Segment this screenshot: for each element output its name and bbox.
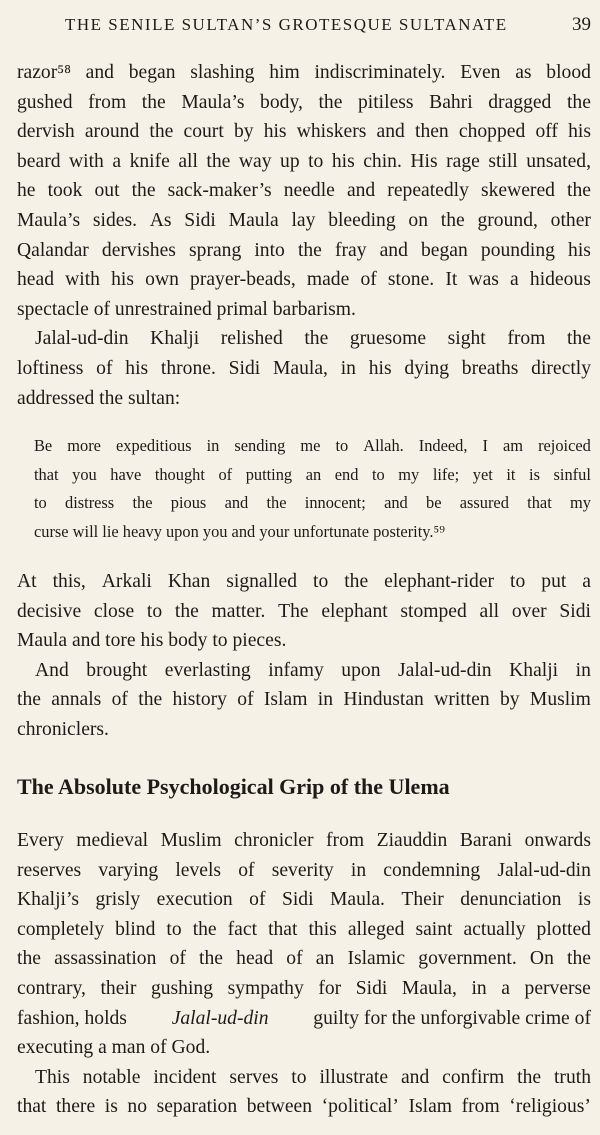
text-line: dervish around the court by his whiskers and then chopped off his — [17, 121, 591, 143]
quote-line: to distress the pious and the innocent; and be assured that my — [34, 493, 591, 512]
block-quote — [34, 432, 591, 546]
text-line: he took out the sack-maker’s needle and repeatedly skewered the — [17, 180, 591, 202]
text-line: reserves varying levels of severity in condemning Jalal-ud-din — [17, 859, 591, 881]
text-line: At this, Arkali Khan signalled to the elephant-rider to put a — [17, 571, 591, 592]
section-heading: The Absolute Psychological Grip of the Ulema — [17, 774, 450, 799]
paragraph-4 — [17, 656, 591, 745]
text-line: contrary, their gushing sympathy for Sidi Maula, in a perverse — [17, 977, 591, 999]
italic-name: Jalal-ud-din — [171, 1007, 269, 1029]
text-line: beard with a knife all the way up to his chin. His rage still unsated, — [17, 150, 591, 172]
text-line: loftiness of his throne. Sidi Maula, in his dying breaths directly — [17, 357, 591, 379]
body-text-2 — [17, 567, 591, 745]
quote-line: curse will lie heavy upon you and your unfortunate posterity.⁵⁹ — [34, 521, 445, 541]
text-line: razor⁵⁸ and began slashing him indiscriminately. Even as blood — [17, 62, 591, 83]
text-line-mixed — [17, 1004, 591, 1034]
paragraph-2 — [17, 324, 591, 413]
text-run: fashion, holds — [17, 1007, 127, 1029]
quote-line: Be more expeditious in sending me to Allah. Indeed, I am rejoiced — [34, 436, 591, 455]
text-line: gushed from the Maula’s body, the pitiless Bahri dragged the — [17, 91, 591, 113]
quote-line: that you have thought of putting an end to my life; yet it is sinful — [34, 464, 591, 484]
paragraph-5 — [17, 826, 591, 1063]
text-line: addressed the sultan: — [17, 387, 181, 409]
text-line: chroniclers. — [17, 718, 109, 740]
text-line: completely blind to the fact that this alleged saint actually plotted — [17, 918, 591, 940]
text-line: decisive close to the matter. The elephant stomped all over Sidi — [17, 600, 591, 622]
running-header — [65, 14, 591, 36]
running-title: THE SENILE SULTAN’S GROTESQUE SULTANATE — [65, 15, 508, 34]
text-line: executing a man of God. — [17, 1037, 211, 1059]
text-line: the assassination of the head of an Islamic government. On the — [17, 948, 591, 970]
text-line: that there is no separation between ‘political’ Islam from ‘religious’ — [17, 1096, 591, 1118]
text-line: And brought everlasting infamy upon Jalal-ud-din Khalji in — [35, 659, 591, 681]
text-line: the annals of the history of Islam in Hindustan written by Muslim — [17, 689, 591, 711]
text-run: guilty for the unforgivable crime of — [313, 1007, 591, 1029]
text-line: spectacle of unrestrained primal barbarism. — [17, 298, 356, 320]
text-line: Maula and tore his body to pieces. — [17, 630, 287, 652]
text-line: head with his own prayer-beads, made of stone. It was a hideous — [17, 269, 591, 291]
body-text — [17, 58, 591, 413]
text-line: Maula’s sides. As Sidi Maula lay bleeding on the ground, other — [17, 209, 591, 231]
paragraph-3 — [17, 567, 591, 656]
text-line: Qalandar dervishes sprang into the fray and began pounding his — [17, 239, 591, 261]
text-line: This notable incident serves to illustrate and confirm the truth — [35, 1066, 591, 1088]
text-line: Every medieval Muslim chronicler from Ziauddin Barani onwards — [17, 830, 591, 851]
paragraph-6 — [17, 1063, 591, 1122]
text-line: Khalji’s grisly execution of Sidi Maula. Their denunciation is — [17, 889, 591, 911]
text-line: Jalal-ud-din Khalji relished the gruesome sight from the — [35, 328, 591, 350]
page-number: 39 — [572, 14, 591, 35]
body-text-3 — [17, 826, 591, 1122]
paragraph-1 — [17, 58, 591, 324]
